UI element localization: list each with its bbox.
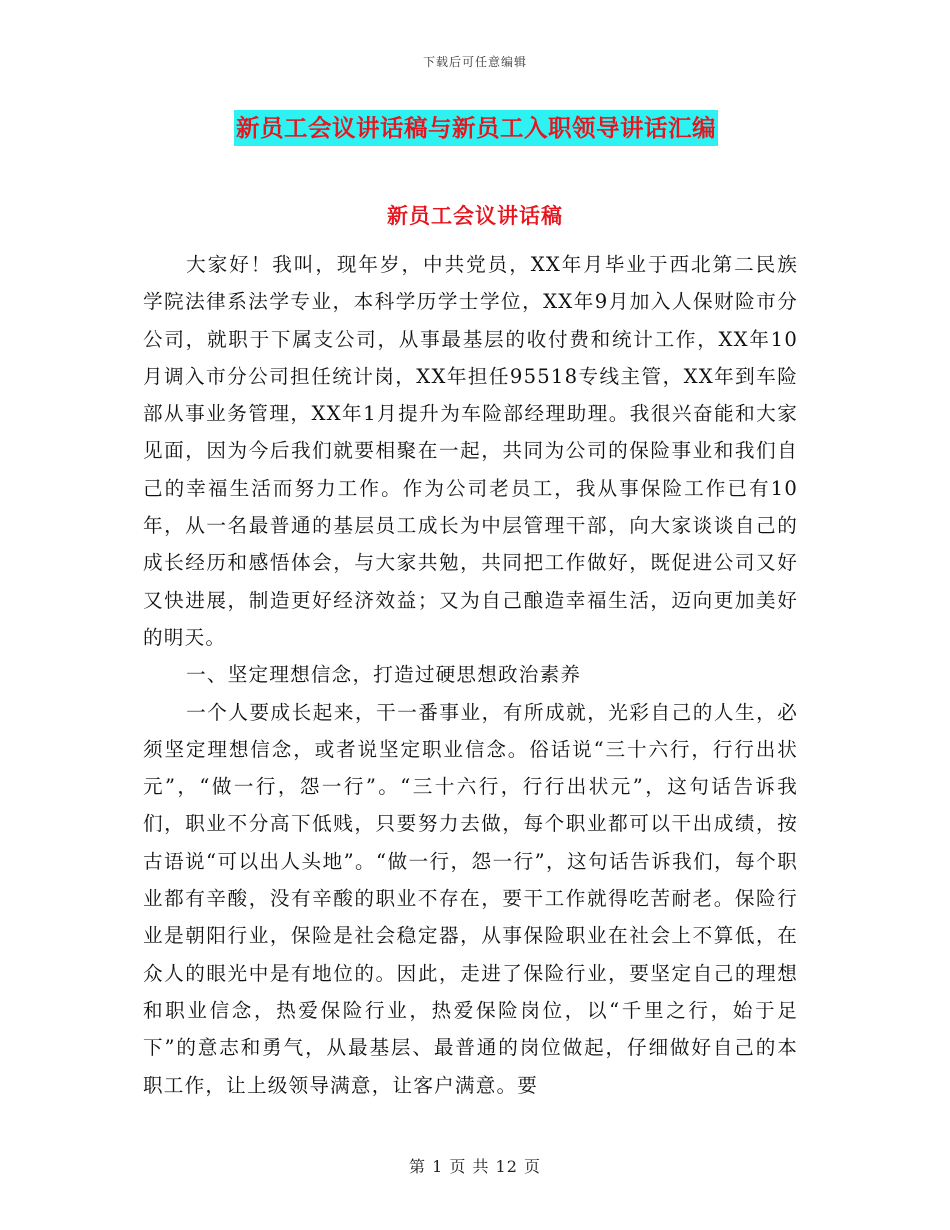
document-title: 新员工会议讲话稿与新员工入职领导讲话汇编	[234, 110, 718, 146]
section-title: 新员工会议讲话稿	[387, 203, 563, 228]
paragraph-intro: 大家好！我叫，现年岁，中共党员，XX年月毕业于西北第二民族学院法律系法学专业，本科学历学士学位，XX年9月加入人保财险市分公司，就职于下属支公司，从事最基层的收付费和统计工作，XX年10月调入市分公司担任统计岗，XX年担任95518专线主管，XX年到车险部从事业务管理，XX年1月提升为车险部经理助理。我很兴奋能和大家见面，因为今后我们就要相聚在一起，共同为公司的保险事业和我们自己的幸福生活而努力工作。作为公司老员工，我从事保险工作已有10年，从一名最普通的基层员工成长为中层管理干部，向大家谈谈自己的成长经历和感悟体会，与大家共勉，共同把工作做好，既促进公司又好又快进展，制造更好经济效益；又为自己酿造幸福生活，迈向更加美好的明天。	[143, 253, 798, 649]
header-note: 下载后可任意编辑	[422, 55, 527, 69]
paragraph-section-1: 一个人要成长起来，干一番事业，有所成就，光彩自己的人生，必须坚定理想信念，或者说坚定职业信念。俗话说“三十六行，行行出状元”，“做一行，怨一行”。“三十六行，行行出状元”，这句话告诉我们，职业不分高下低贱，只要努力去做，每个职业都可以干出成绩，按古语说“可以出人头地”。“做一行，怨一行”，这句话告诉我们，每个职业都有辛酸，没有辛酸的职业不存在，要干工作就得吃苦耐老。保险行业是朝阳行业，保险是社会稳定器，从事保险职业在社会上不算低，在众人的眼光中是有地位的。因此，走进了保险行业，要坚定自己的理想和职业信念，热爱保险行业，热爱保险岗位，以“千里之行，始于足下”的意志和勇气，从最基层、最普通的岗位做起，仔细做好自己的本职工作，让上级领导满意，让客户满意。要	[143, 700, 798, 1097]
document-body	[143, 246, 798, 1104]
page-footer: 第 1 页 共 12 页	[409, 1157, 541, 1176]
paragraph-heading-1: 一、坚定理想信念，打造过硬思想政治素养	[186, 663, 582, 687]
